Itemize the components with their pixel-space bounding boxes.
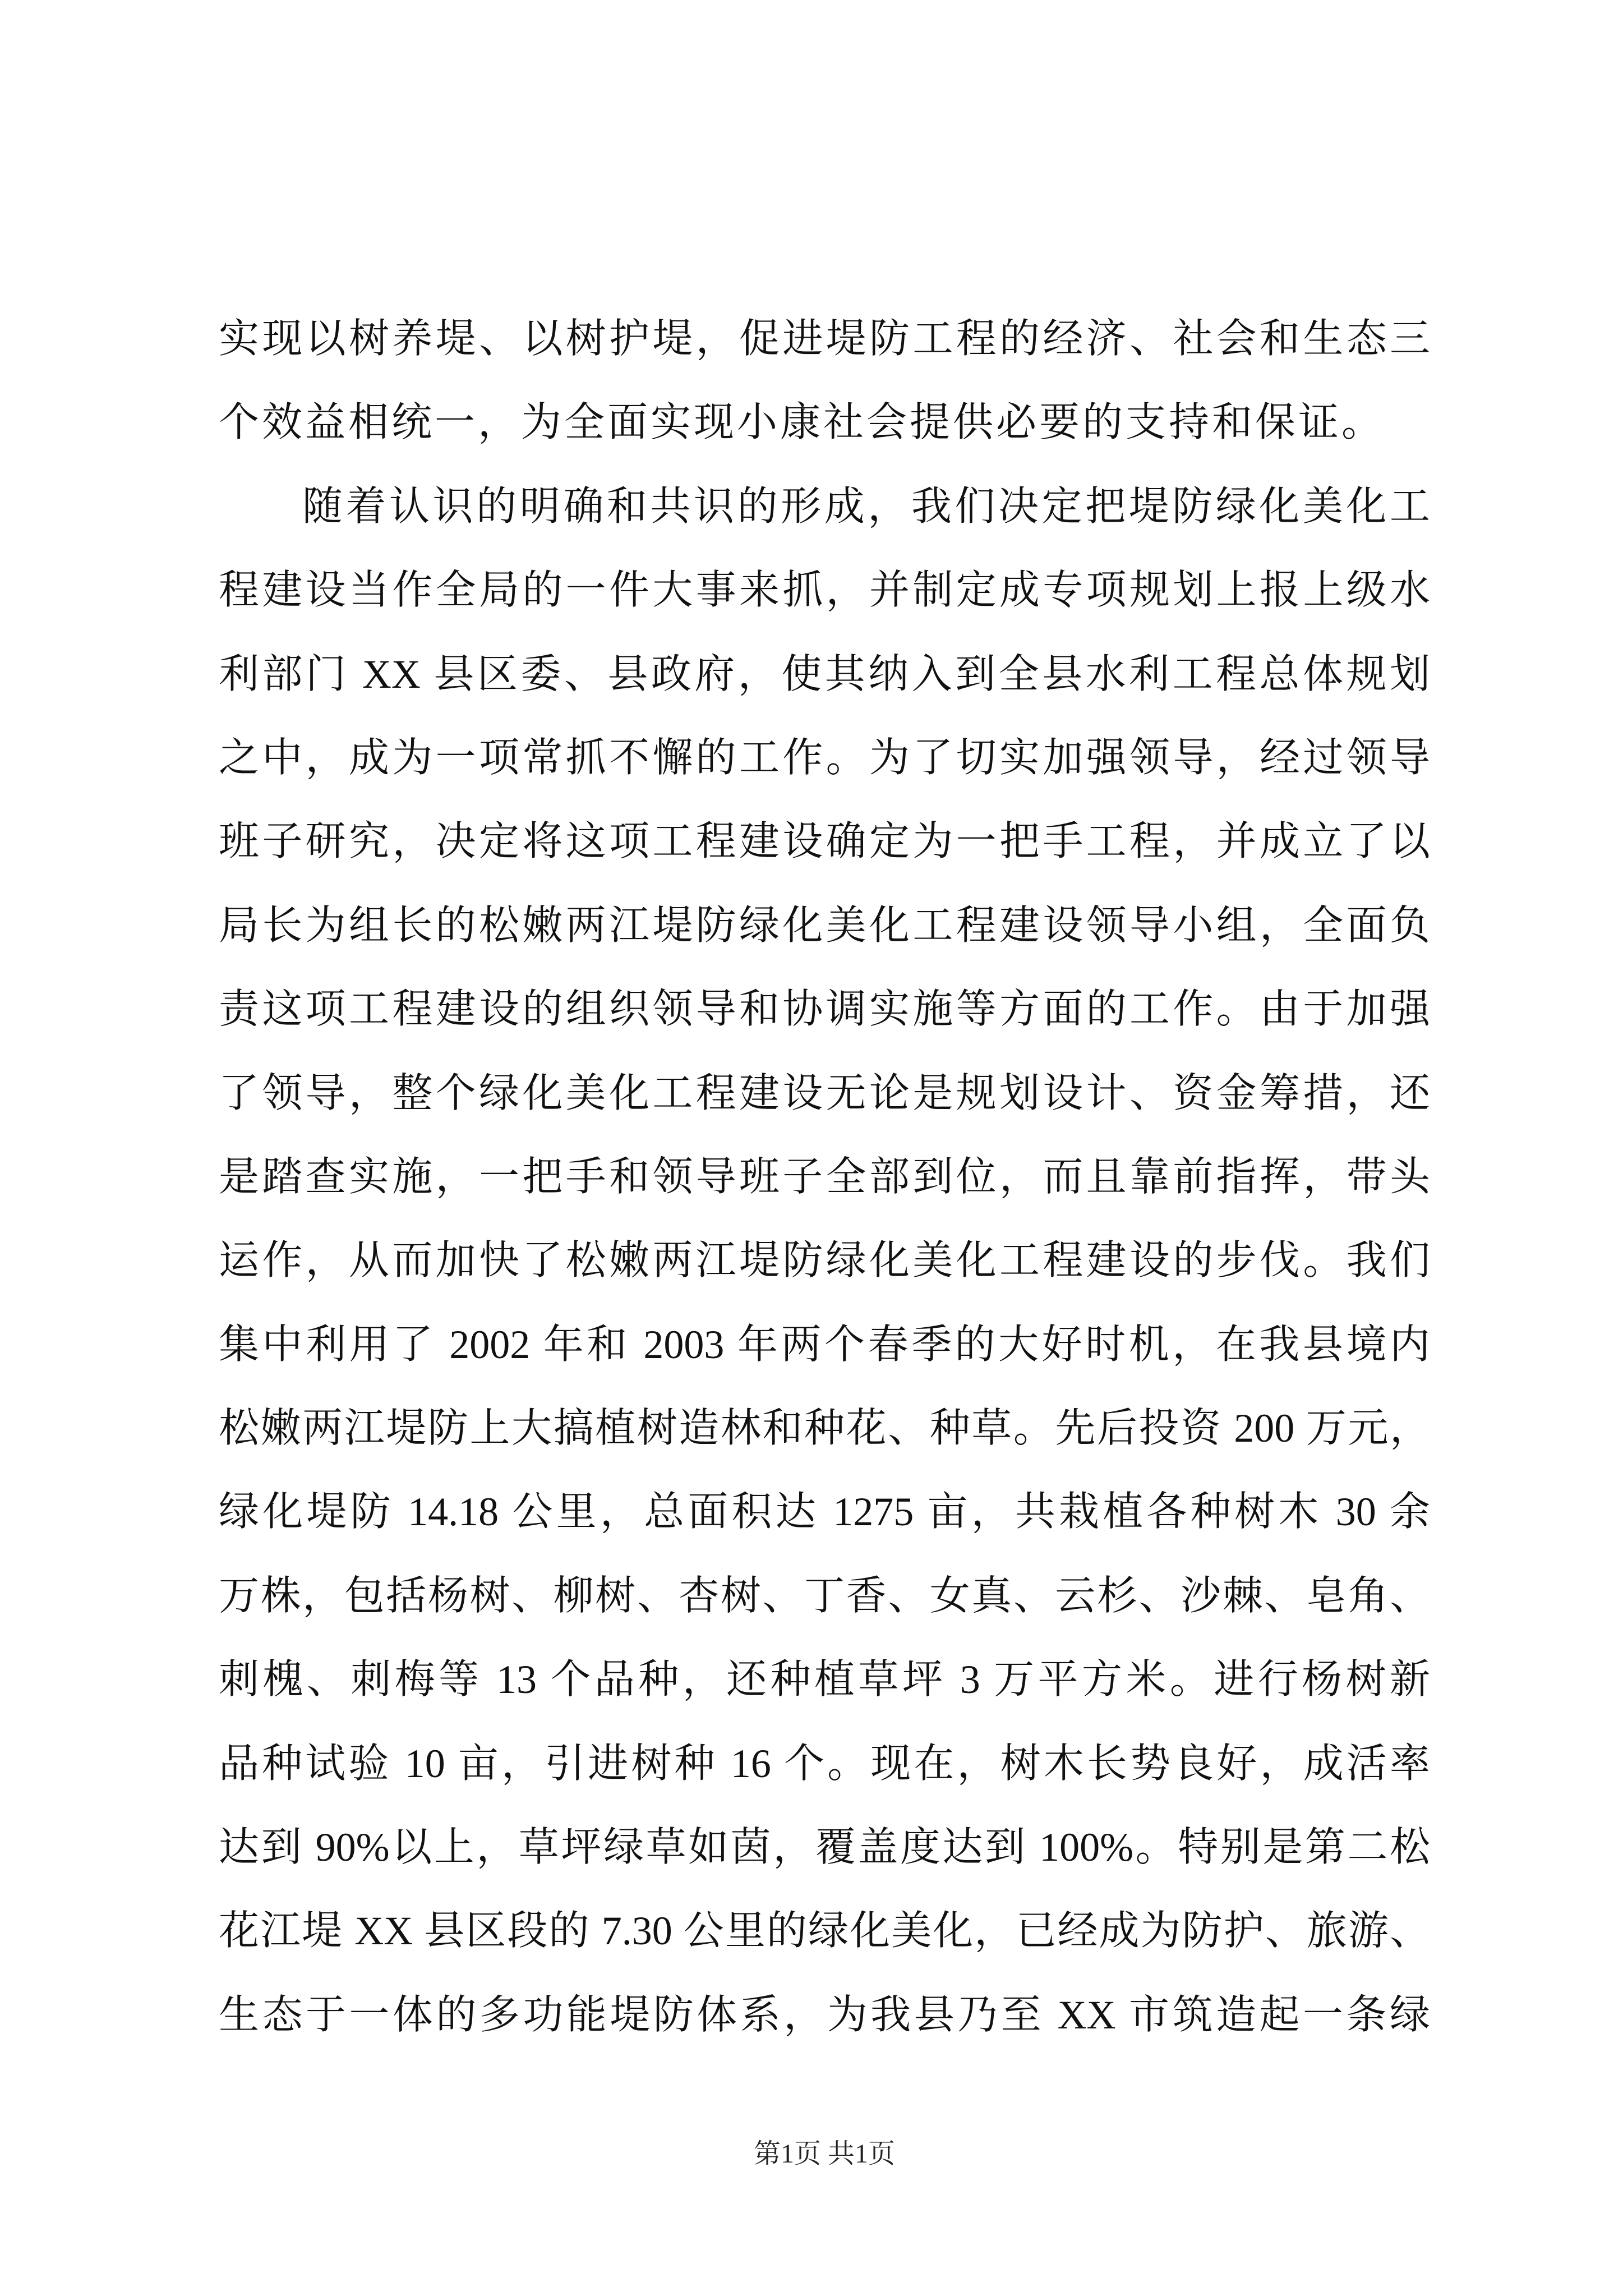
text-line: 松嫩两江堤防上大搞植树造林和种花、种草。先后投资 200 万元， [219, 1406, 1430, 1451]
text-line: 品种试验 10 亩，引进树种 16 个。现在，树木长势良好，成活率 [219, 1741, 1430, 1786]
text-line: 绿化堤防 14.18 公里，总面积达 1275 亩，共栽植各种树木 30 余 [219, 1489, 1430, 1535]
text-line: 生态于一体的多功能堤防体系，为我县乃至 XX 市筑造起一条绿 [219, 1992, 1430, 2037]
text-line: 刺槐、刺梅等 13 个品种，还种植草坪 3 万平方米。进行杨树新 [219, 1657, 1430, 1703]
text-line: 了领导，整个绿化美化工程建设无论是规划设计、资金筹措，还 [219, 1070, 1430, 1116]
document-body [219, 297, 1430, 2057]
text-line: 达到 90%以上，草坪绿草如茵，覆盖度达到 100%。特别是第二松 [219, 1825, 1430, 1870]
text-line: 程建设当作全局的一件大事来抓，并制定成专项规划上报上级水 [219, 568, 1430, 613]
text-line: 运作，从而加快了松嫩两江堤防绿化美化工程建设的步伐。我们 [219, 1238, 1430, 1283]
text-line: 利部门 XX 县区委、县政府，使其纳入到全县水利工程总体规划 [219, 651, 1430, 697]
paragraph [219, 297, 1430, 465]
text-line: 花江堤 XX 县区段的 7.30 公里的绿化美化，已经成为防护、旅游、 [219, 1908, 1430, 1954]
text-line: 随着认识的明确和共识的形成，我们决定把堤防绿化美化工 [302, 484, 1430, 529]
text-line: 是踏查实施，一把手和领导班子全部到位，而且靠前指挥，带头 [219, 1154, 1430, 1199]
page-number-footer: 第1页 共1页 [754, 2139, 896, 2169]
paragraph [219, 465, 1430, 2057]
text-line: 局长为组长的松嫩两江堤防绿化美化工程建设领导小组，全面负 [219, 903, 1430, 948]
text-line: 责这项工程建设的组织领导和协调实施等方面的工作。由于加强 [219, 987, 1430, 1032]
text-line: 集中利用了 2002 年和 2003 年两个春季的大好时机，在我县境内 [219, 1322, 1430, 1367]
text-line: 之中，成为一项常抓不懈的工作。为了切实加强领导，经过领导 [219, 735, 1430, 780]
text-line: 班子研究，决定将这项工程建设确定为一把手工程，并成立了以 [219, 819, 1430, 864]
text-line: 个效益相统一，为全面实现小康社会提供必要的支持和保证。 [219, 400, 1385, 445]
text-line: 万株，包括杨树、柳树、杏树、丁香、女真、云杉、沙棘、皂角、 [219, 1573, 1430, 1618]
text-line: 实现以树养堤、以树护堤，促进堤防工程的经济、社会和生态三 [219, 316, 1430, 361]
